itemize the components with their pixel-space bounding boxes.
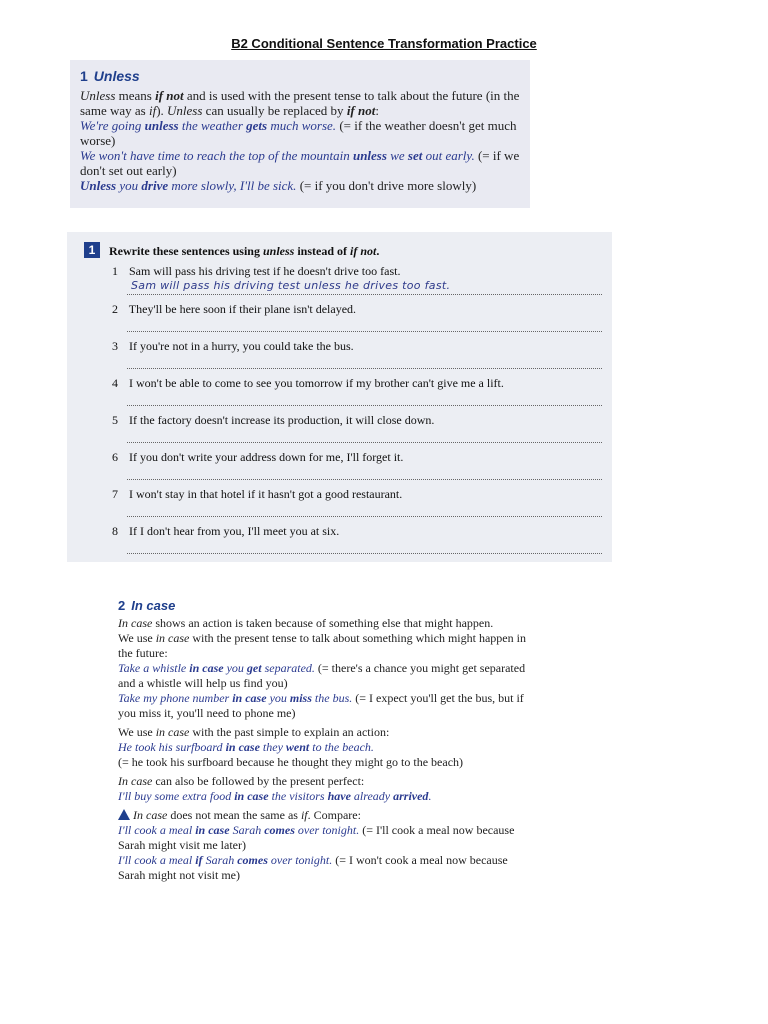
in-case-example-3: He took his surfboard in case they went to the beach. (118, 740, 374, 754)
in-case-rule-present: We use in case with the present tense to talk about something which might happen in the future: (118, 631, 526, 660)
in-case-example-1: Take a whistle in case you get separated. (= there's a chance you might get separated and a whistle will help us find you) (118, 661, 526, 690)
exercise-item-1: 1 Sam will pass his driving test if he doesn't drive too fast. (112, 264, 401, 278)
exercise-item-2: 2 They'll be here soon if their plane isn't delayed. (112, 302, 357, 316)
section-heading-in-case: 2 In case (118, 598, 176, 613)
in-case-compare-note: In case does not mean the same as if. Compare: (118, 808, 538, 823)
in-case-explanation (118, 616, 538, 883)
in-case-rule-past: We use in case with the past simple to explain an action: (118, 725, 390, 739)
exercise-number-badge: 1 (84, 242, 100, 258)
handwritten-answer-1: Sam will pass his driving test unless he drives too fast. (131, 279, 451, 292)
unless-explanation (80, 88, 525, 193)
exercise-item-8: 8 If I don't hear from you, I'll meet you at six. (112, 524, 340, 538)
warning-icon (118, 809, 130, 820)
in-case-example-6: I'll cook a meal if Sarah comes over tonight. (= I won't cook a meal now because Sarah might not visit me) (118, 853, 508, 882)
unless-grammar-box (70, 60, 530, 208)
exercise-item-4: 4 I won't be able to come to see you tomorrow if my brother can't give me a lift. (112, 376, 504, 390)
answer-line-6[interactable] (127, 479, 602, 480)
answer-line-8[interactable] (127, 553, 602, 554)
document-title: B2 Conditional Sentence Transformation Practice (231, 36, 537, 51)
answer-line-2[interactable] (127, 331, 602, 332)
in-case-example-2: Take my phone number in case you miss the bus. (= I expect you'll get the bus, but if you miss it, you'll need to phone me) (118, 691, 524, 720)
in-case-definition: In case shows an action is taken because of something else that might happen. (118, 616, 494, 630)
unless-example-3: Unless you drive more slowly, I'll be sick. (= if you don't drive more slowly) (80, 178, 477, 193)
exercise-box (67, 232, 612, 562)
answer-line-3[interactable] (127, 368, 602, 369)
in-case-grammar-box (110, 590, 540, 900)
answer-line-4[interactable] (127, 405, 602, 406)
section-heading-unless: 1 Unless (80, 68, 140, 84)
unless-example-1: We're going unless the weather gets much worse. (= if the weather doesn't get much worse) (80, 118, 517, 148)
exercise-item-7: 7 I won't stay in that hotel if it hasn't got a good restaurant. (112, 487, 403, 501)
answer-line-7[interactable] (127, 516, 602, 517)
exercise-item-5: 5 If the factory doesn't increase its production, it will close down. (112, 413, 435, 427)
answer-line-1[interactable] (127, 294, 602, 295)
exercise-item-3: 3 If you're not in a hurry, you could take the bus. (112, 339, 354, 353)
in-case-rule-perfect: In case can also be followed by the present perfect: (118, 774, 365, 788)
in-case-example-4: I'll buy some extra food in case the visitors have already arrived. (118, 789, 432, 803)
unless-example-2: We won't have time to reach the top of the mountain unless we set out early. (= if we don't set out early) (80, 148, 520, 178)
in-case-example-5: I'll cook a meal in case Sarah comes over tonight. (= I'll cook a meal now because Sarah might visit me later) (118, 823, 515, 852)
in-case-example-3-note: (= he took his surfboard because he thought they might go to the beach) (118, 755, 464, 769)
unless-definition: Unless means if not and is used with the present tense to talk about the future (in the same way as if). Unless can usually be replaced by if not: (80, 88, 520, 118)
exercise-item-6: 6 If you don't write your address down for me, I'll forget it. (112, 450, 404, 464)
answer-line-5[interactable] (127, 442, 602, 443)
exercise-instructions: Rewrite these sentences using unless instead of if not. (109, 244, 380, 258)
